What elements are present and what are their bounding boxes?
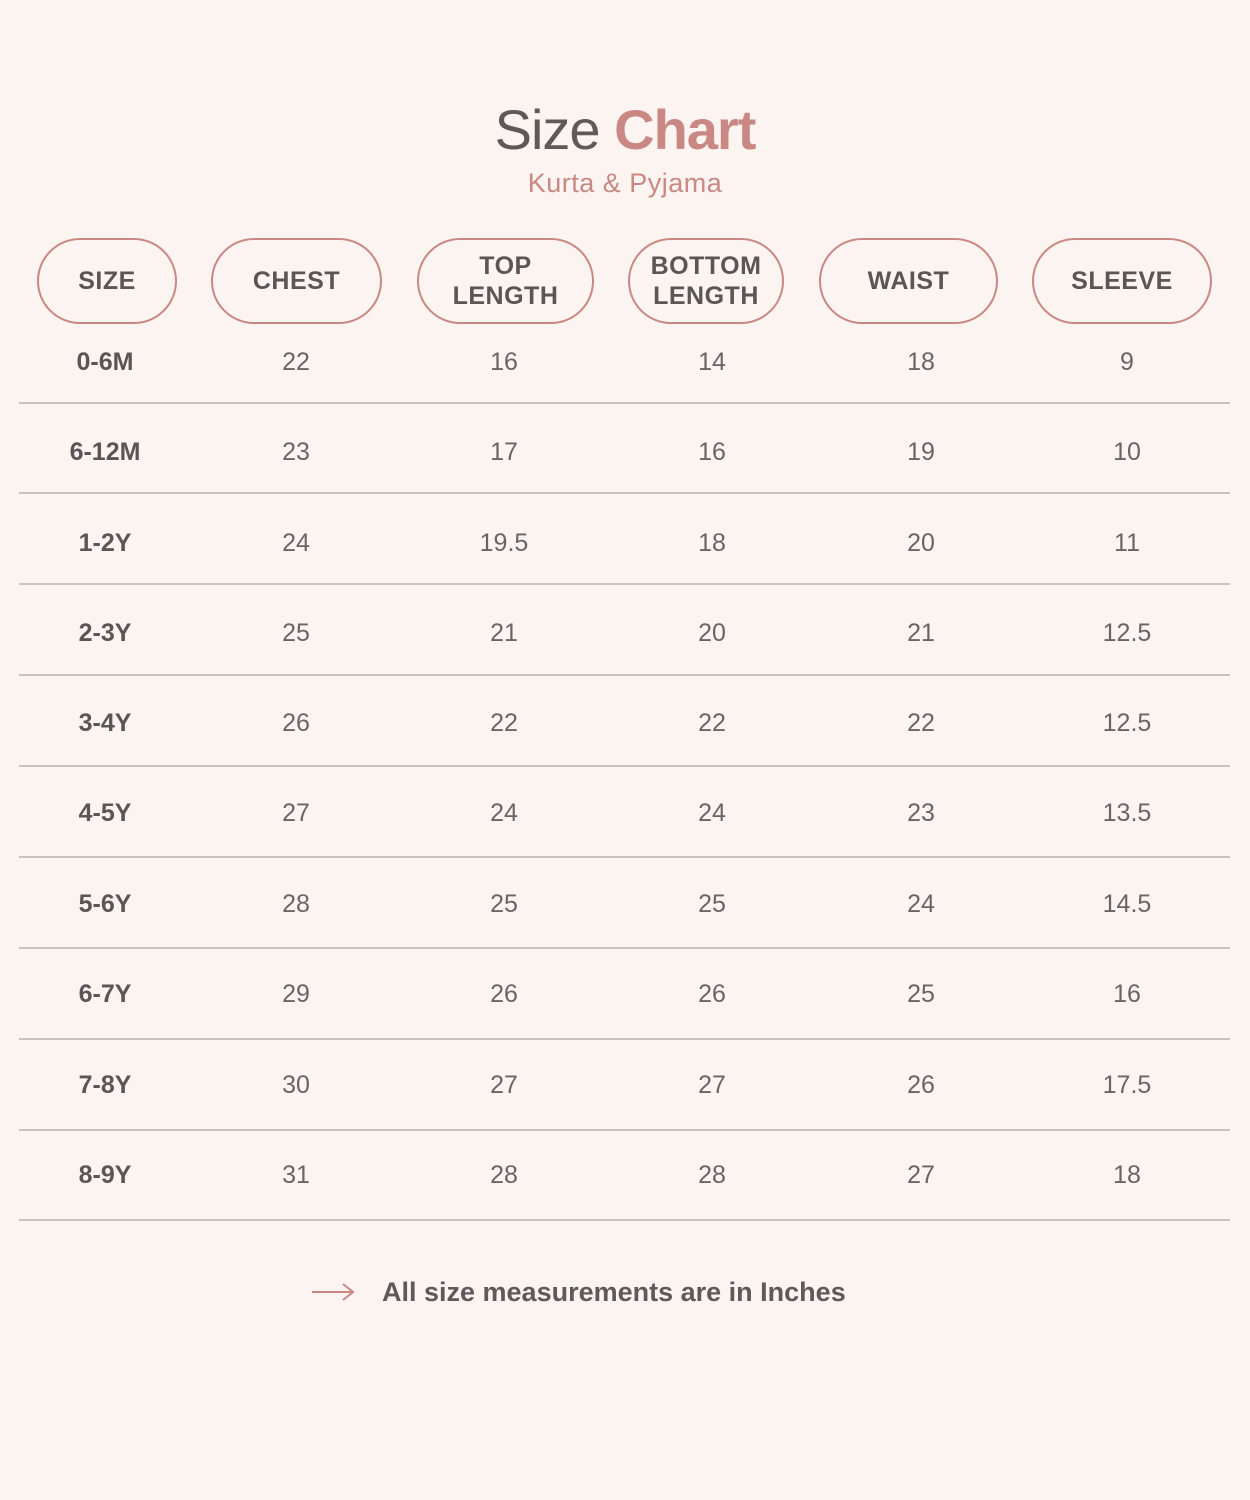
cell-chest: 26 [282,709,310,737]
cell-bottom-length: 22 [698,709,726,737]
cell-size: 6-7Y [78,980,132,1008]
cell-top-length: 19.5 [479,529,529,557]
cell-chest: 23 [282,438,310,466]
column-header-size [37,238,177,324]
cell-waist: 25 [907,980,935,1008]
cell-sleeve: 14.5 [1102,890,1152,918]
cell-top-length: 24 [490,799,518,827]
cell-bottom-length: 18 [698,529,726,557]
cell-waist: 19 [907,438,935,466]
cell-sleeve: 12.5 [1102,709,1152,737]
row-divider [19,402,1230,404]
page-subtitle: Kurta & Pyjama [527,168,723,198]
cell-top-length: 17 [490,438,518,466]
cell-waist: 18 [907,348,935,376]
cell-chest: 24 [282,529,310,557]
cell-waist: 21 [907,619,935,647]
column-header-chest [211,238,382,324]
row-divider [19,1129,1230,1131]
cell-chest: 31 [282,1161,310,1189]
column-header-sleeve [1032,238,1212,324]
cell-size: 4-5Y [78,799,132,827]
cell-waist: 24 [907,890,935,918]
column-header-bottom-length [628,238,784,324]
column-header-label: CHEST [252,267,341,295]
footer-note [310,1274,846,1310]
cell-chest: 28 [282,890,310,918]
cell-chest: 30 [282,1071,310,1099]
cell-bottom-length: 25 [698,890,726,918]
cell-waist: 20 [907,529,935,557]
cell-size: 1-2Y [78,529,132,557]
cell-sleeve: 18 [1113,1161,1141,1189]
measurement-note: All size measurements are in Inches [382,1276,846,1307]
cell-sleeve: 12.5 [1102,619,1152,647]
column-header-label: WAIST [867,267,950,295]
cell-top-length: 28 [490,1161,518,1189]
row-divider [19,856,1230,858]
column-header-label: TOP LENGTH [452,252,559,310]
cell-bottom-length: 14 [698,348,726,376]
column-header-label: BOTTOM LENGTH [650,252,762,310]
cell-size: 6-12M [69,438,141,466]
cell-size: 0-6M [76,348,134,376]
cell-sleeve: 11 [1114,529,1140,557]
cell-bottom-length: 24 [698,799,726,827]
column-header-label: SLEEVE [1071,267,1173,295]
column-header-top-length [417,238,594,324]
cell-chest: 29 [282,980,310,1008]
cell-sleeve: 17.5 [1102,1071,1152,1099]
cell-size: 5-6Y [78,890,132,918]
arrow-right-icon [310,1282,356,1302]
row-divider [19,1038,1230,1040]
column-header-waist [819,238,998,324]
cell-top-length: 25 [490,890,518,918]
cell-sleeve: 16 [1113,980,1141,1008]
title-part-2: Chart [614,98,756,161]
cell-size: 3-4Y [78,709,132,737]
cell-chest: 27 [282,799,310,827]
row-divider [19,947,1230,949]
cell-waist: 22 [907,709,935,737]
cell-top-length: 26 [490,980,518,1008]
cell-chest: 25 [282,619,310,647]
row-divider [19,492,1230,494]
cell-sleeve: 13.5 [1102,799,1152,827]
cell-waist: 26 [907,1071,935,1099]
row-divider [19,583,1230,585]
cell-waist: 27 [907,1161,935,1189]
cell-sleeve: 9 [1120,348,1134,376]
cell-size: 8-9Y [78,1161,132,1189]
cell-bottom-length: 28 [698,1161,726,1189]
cell-size: 7-8Y [78,1071,132,1099]
cell-top-length: 16 [490,348,518,376]
cell-bottom-length: 26 [698,980,726,1008]
cell-waist: 23 [907,799,935,827]
cell-size: 2-3Y [78,619,132,647]
cell-bottom-length: 16 [698,438,726,466]
row-divider [19,765,1230,767]
cell-bottom-length: 20 [698,619,726,647]
cell-top-length: 27 [490,1071,518,1099]
cell-top-length: 21 [490,619,518,647]
cell-top-length: 22 [490,709,518,737]
title-part-1: Size [494,98,615,161]
page-title [0,95,1250,165]
cell-sleeve: 10 [1113,438,1141,466]
cell-bottom-length: 27 [698,1071,726,1099]
column-header-label: SIZE [78,267,136,295]
cell-chest: 22 [282,348,310,376]
row-divider [19,1219,1230,1221]
row-divider [19,674,1230,676]
